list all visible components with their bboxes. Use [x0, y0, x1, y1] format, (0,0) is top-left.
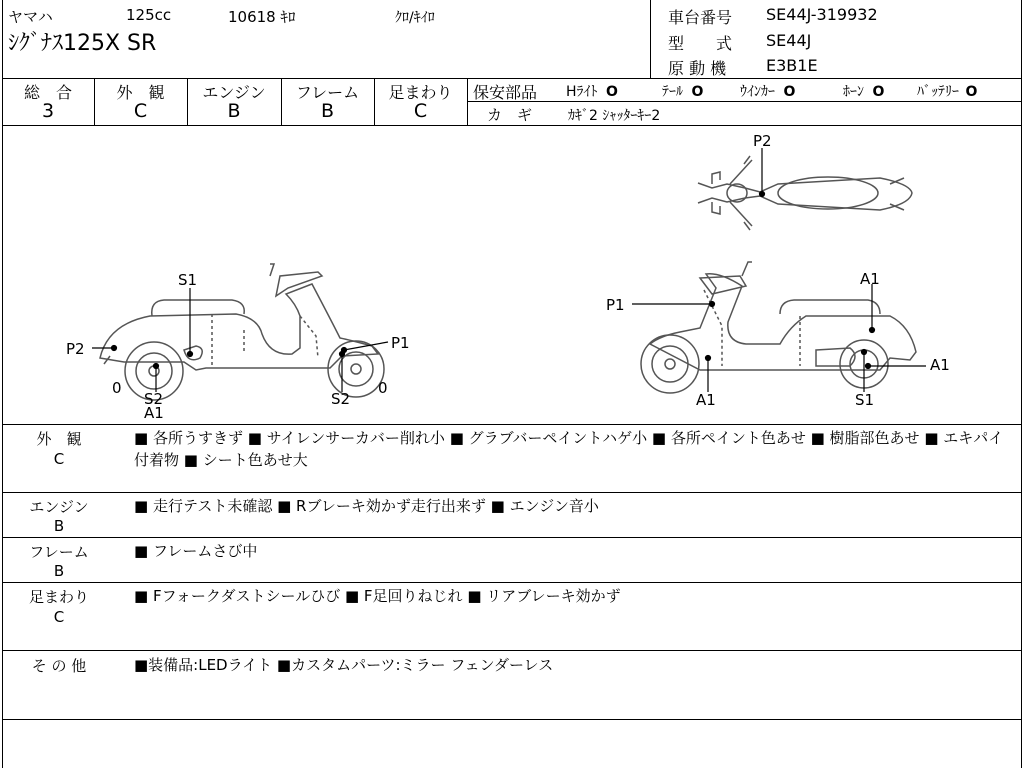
safety-item-label: Hﾗｲﾄ	[566, 84, 598, 100]
rule-8	[2, 719, 1022, 720]
section-text: ■ フレームさび中	[134, 542, 258, 560]
section-label: そ の 他	[31, 657, 87, 675]
grade-value-engine: B	[227, 100, 241, 122]
model-code-label: 型 式	[668, 34, 733, 53]
rule-4	[2, 492, 1022, 493]
mark-left-A1: A1	[144, 404, 164, 422]
grade-value-frame: B	[320, 100, 335, 122]
section-grade: C	[53, 608, 65, 626]
header-divider	[650, 0, 651, 78]
mark-right-S1: S1	[855, 391, 875, 409]
frame-no: SE44J-319932	[766, 5, 878, 24]
keys-value: ｶｷﾞ2 ｼｬｯﾀｰｷｰ2	[568, 108, 661, 124]
safety-item-tail	[662, 81, 703, 101]
mark-left-P2: P2	[66, 340, 85, 358]
grade-value-total: 3	[41, 100, 55, 122]
safety-item-headlight	[566, 81, 618, 101]
grade-label-frame: フレーム	[295, 83, 360, 102]
safety-item-label: ﾊﾞｯﾃﾘｰ	[917, 84, 959, 100]
damage-diagram	[0, 126, 1024, 424]
section-label: フレーム	[29, 543, 89, 561]
grade-label-suspension: 足まわり	[388, 83, 453, 102]
mark-right-P2: P2	[753, 132, 772, 150]
safety-item-label: ﾃｰﾙ	[662, 84, 683, 100]
engine-no-label: 原 動 機	[668, 59, 727, 78]
section-text: ■ Fフォークダストシールひび ■ F足回りねじれ ■ リアブレーキ効かず	[134, 587, 621, 605]
section-text: ■ 各所うすきず ■ サイレンサーカバー削れ小 ■ グラブバーペイントハゲ小 ■ 各所ペイント色あせ ■ 樹脂部色あせ ■ エキパイ付着物 ■ シート色あせ大	[134, 429, 1004, 469]
mark-right-P1: P1	[606, 296, 625, 314]
safety-item-mark: O	[965, 84, 978, 100]
safety-item-mark: O	[872, 84, 885, 100]
keys-label: カ ギ	[487, 106, 533, 124]
grade-label-engine: エンジン	[202, 83, 266, 102]
safety-item-label: ﾎｰﾝ	[843, 84, 864, 100]
model-code: SE44J	[766, 31, 812, 50]
mark-right-A1-c: A1	[696, 391, 716, 409]
engine-no: E3B1E	[766, 56, 818, 75]
displacement: 125cc	[126, 6, 172, 24]
mark-left-P1: P1	[391, 334, 410, 352]
grade-label-total: 総 合	[23, 83, 72, 102]
rule-1	[2, 78, 1022, 79]
safety-item-horn	[843, 81, 884, 101]
mark-left-zero-2: 0	[378, 379, 388, 397]
rule-6	[2, 582, 1022, 583]
mark-left-S2b: S2	[331, 390, 351, 408]
mileage: 10618 ｷﾛ	[228, 8, 296, 26]
grade-value-exterior: C	[133, 100, 148, 122]
safety-item-battery	[917, 81, 977, 101]
section-label: 外 観	[36, 430, 82, 448]
grade-label-exterior: 外 観	[116, 83, 165, 102]
mark-left-zero-1: 0	[112, 379, 122, 397]
section-grade: B	[53, 517, 65, 535]
section-label: 足まわり	[28, 588, 89, 606]
grade-value-suspension: C	[413, 100, 428, 122]
mark-left-S2a: S2	[144, 390, 164, 408]
section-grade: C	[53, 450, 65, 468]
scooter-top-view	[698, 156, 912, 230]
rule-5	[2, 537, 1022, 538]
safety-item-mark: O	[605, 84, 618, 100]
section-label: エンジン	[29, 498, 89, 516]
maker: ヤマハ	[8, 8, 53, 26]
mark-right-A1-b: A1	[930, 356, 950, 374]
section-text: ■装備品:LEDライト ■カスタムパーツ:ミラー フェンダーレス	[134, 656, 554, 674]
mark-right-A1-a: A1	[860, 270, 880, 288]
safety-divider	[467, 101, 1022, 102]
section-text: ■ 走行テスト未確認 ■ Rブレーキ効かず走行出来ず ■ エンジン音小	[134, 497, 599, 515]
rule-3	[2, 424, 1022, 425]
frame-no-label: 車台番号	[668, 8, 733, 27]
color: ｸﾛ/ｷｲﾛ	[395, 10, 435, 26]
mark-left-S1: S1	[178, 271, 198, 289]
safety-title: 保安部品	[473, 83, 538, 102]
safety-item-mark: O	[783, 84, 796, 100]
safety-item-winker	[740, 81, 795, 101]
safety-item-label: ｳｲﾝｶｰ	[740, 84, 775, 100]
rule-7	[2, 650, 1022, 651]
model-name: ｼｸﾞﾅｽ125X SR	[8, 31, 157, 56]
section-grade: B	[53, 562, 65, 580]
safety-item-mark: O	[691, 84, 704, 100]
